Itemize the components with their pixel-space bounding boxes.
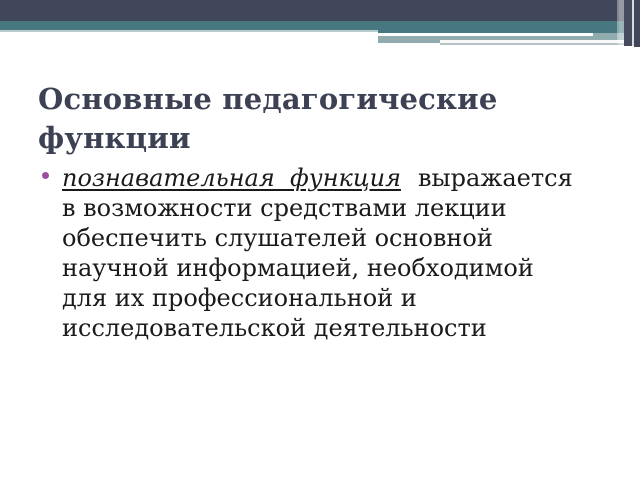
- slide-title-line-2: функции: [38, 121, 191, 155]
- slide-title: [38, 80, 598, 158]
- header-accent-white-line-upper: [378, 33, 593, 36]
- bullet-item-line-6: исследовательской деятельности: [62, 314, 487, 342]
- bullet-lead-italic-underlined: познавательная функция: [62, 164, 401, 192]
- bullet-line-1-rest: выражается: [417, 164, 573, 192]
- bullet-item-line-2: в возможности средствами лекции: [62, 194, 507, 222]
- header-bar-teal: [0, 21, 640, 30]
- header-bar-dark: [0, 0, 640, 21]
- bullet-item-line-5: для их профессиональной и: [62, 284, 417, 312]
- bullet-item-line-3: обеспечить слушателей основной: [62, 224, 493, 252]
- bullet-marker-icon: [42, 172, 49, 179]
- bullet-item-line-4: научной информацией, необходимой: [62, 254, 534, 282]
- slide-title-line-1: Основные педагогические: [38, 82, 498, 116]
- header-edge-stripe-dark-1: [624, 0, 632, 46]
- slide-body: [38, 163, 623, 343]
- bullet-item-line-1: [38, 163, 623, 193]
- header-edge-stripe-dark-2: [634, 0, 640, 47]
- header-accent-white-line-lower: [440, 40, 640, 45]
